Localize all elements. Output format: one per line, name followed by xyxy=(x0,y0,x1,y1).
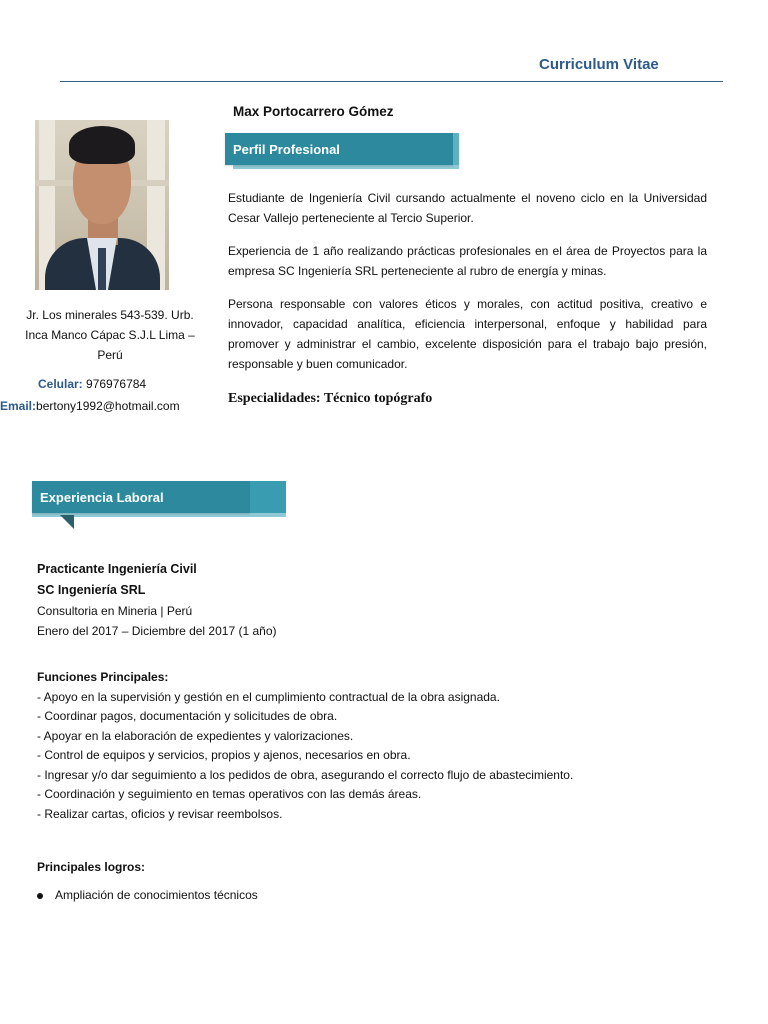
phone-label: Celular: xyxy=(38,377,83,391)
function-item: - Apoyar en la elaboración de expedientes y valorizaciones. xyxy=(37,728,354,743)
functions-section xyxy=(37,668,573,824)
achievement-text: Ampliación de conocimientos técnicos xyxy=(55,888,258,902)
functions-title: Funciones Principales: xyxy=(37,670,169,684)
perfil-paragraph: Persona responsable con valores éticos y morales, con actitud positiva, creativo e innovador, capacidad analítica, eficiencia interpersonal, enfoque y habilidad para promover y administrar el cambio, excelente disposición para el trabajo bajo presión, responsable y buen comunicador. xyxy=(228,297,707,371)
profile-photo xyxy=(35,120,169,290)
job-sector: Consultoria en Mineria | Perú xyxy=(37,604,193,618)
function-item: - Control de equipos y servicios, propios y ajenos, necesarios en obra. xyxy=(37,748,411,762)
function-item: - Coordinar pagos, documentación y solicitudes de obra. xyxy=(37,709,338,723)
address-line: Jr. Los minerales 543-539. Urb. xyxy=(26,308,194,322)
header-divider xyxy=(60,81,723,82)
experiencia-heading: Experiencia Laboral xyxy=(32,481,250,513)
function-item: - Ingresar y/o dar seguimiento a los pedidos de obra, asegurando el correcto flujo de abastecimiento. xyxy=(37,767,574,782)
job-period: Enero del 2017 – Diciembre del 2017 (1 año) xyxy=(37,624,277,638)
function-item: - Coordinación y seguimiento en temas operativos con las demás áreas. xyxy=(37,787,422,801)
perfil-heading: Perfil Profesional xyxy=(225,133,453,165)
cv-title: Curriculum Vitae xyxy=(539,56,659,73)
function-item: - Apoyo en la supervisión y gestión en el cumplimiento contractual de la obra asignada. xyxy=(37,689,500,704)
email xyxy=(0,397,180,415)
job-position: Practicante Ingeniería Civil xyxy=(37,562,197,576)
email-label: Email: xyxy=(0,399,37,413)
perfil-banner xyxy=(225,133,465,173)
achievement-item xyxy=(37,888,258,902)
experiencia-banner xyxy=(32,481,292,531)
perfil-paragraph: Experiencia de 1 año realizando prácticas profesionales en el área de Proyectos para la empresa SC Ingeniería SRL perteneciente al rubro de energía y minas. xyxy=(228,244,707,278)
phone-value: 976976784 xyxy=(82,377,147,391)
address xyxy=(0,305,220,365)
person-name: Max Portocarrero Gómez xyxy=(233,104,394,119)
perfil-paragraph: Estudiante de Ingeniería Civil cursando actualmente el noveno ciclo en la Universidad Cesar Vallejo perteneciente al Tercio Superior. xyxy=(228,191,707,225)
address-line: Inca Manco Cápac S.J.L Lima – xyxy=(25,328,195,342)
achievements-title: Principales logros: xyxy=(37,860,146,874)
specialties: Especialidades: Técnico topógrafo xyxy=(228,391,433,406)
function-item: - Realizar cartas, oficios y revisar reembolsos. xyxy=(37,806,283,821)
job-company: SC Ingeniería SRL xyxy=(37,583,146,597)
phone xyxy=(38,377,146,391)
bullet-icon xyxy=(37,893,43,899)
address-line: Perú xyxy=(97,348,123,362)
email-value: bertony1992@hotmail.com xyxy=(36,399,180,413)
